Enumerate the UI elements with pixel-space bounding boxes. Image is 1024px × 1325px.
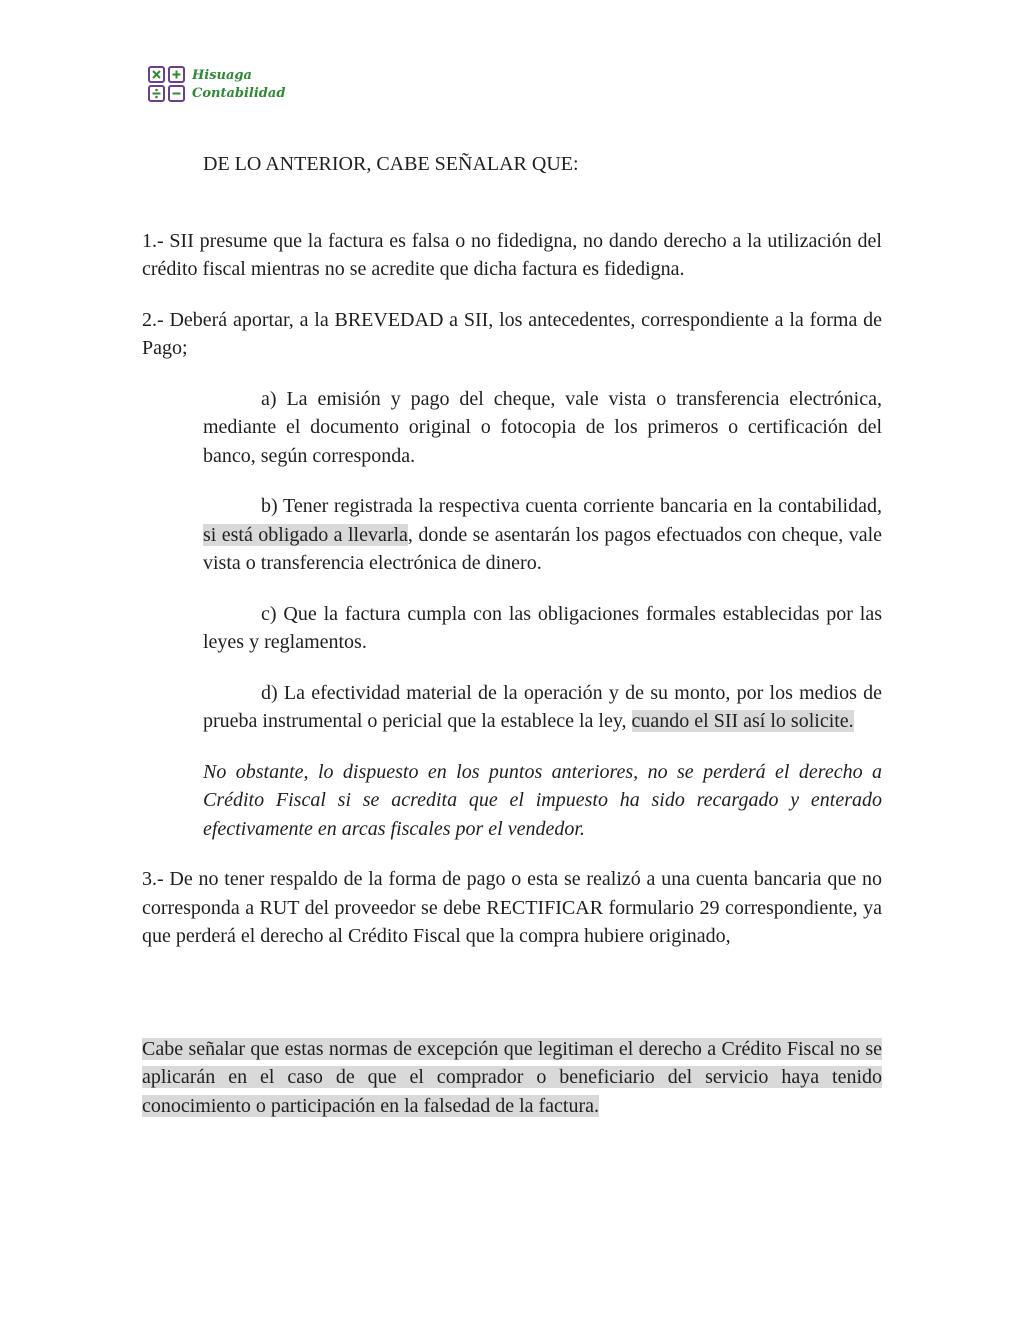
point-1: 1.- SII presume que la factura es falsa o no fidedigna, no dando derecho a la utilización del crédito fiscal mientras no se acredite que dicha factura es fidedigna. [142, 229, 882, 280]
subpoint-b [203, 492, 882, 578]
document-body [142, 150, 882, 1142]
point-2: 2.- Deberá aportar, a la BREVEDAD a SII, los antecedentes, correspondiente a la forma de Pago; [142, 308, 882, 359]
spacer [142, 973, 882, 1035]
logo-line-1: Hisuaga [192, 68, 252, 83]
subpoint-b-text: b) Tener registrada la respectiva cuenta corriente bancaria en la contabilidad, [261, 495, 882, 517]
logo-wordmark [192, 67, 285, 103]
highlighted-text: Cabe señalar que estas normas de excepción que legitiman el derecho a Crédito Fiscal no se aplicarán en el caso de que el comprador o beneficiario del servicio haya tenido conocimiento o participación en la falsedad de la factura. [142, 1037, 882, 1117]
subpoint-d [203, 679, 882, 736]
calculator-icon [148, 66, 186, 102]
section-heading: DE LO ANTERIOR, CABE SEÑALAR QUE: [203, 153, 579, 175]
subpoint-c: c) Que la factura cumpla con las obligaciones formales establecidas por las leyes y reglamentos. [203, 602, 882, 653]
subpoint-d-text: d) La efectividad material de la operación y de su monto, por los medios de prueba instrumental o pericial que la establece la ley, [203, 681, 882, 732]
subpoint-b-text-end: , donde se asentarán los pagos efectuados con cheque, vale vista o transferencia electrónica de dinero. [203, 523, 883, 574]
logo-line-2: Contabilidad [192, 86, 286, 101]
closing-paragraph [142, 1035, 882, 1121]
company-logo [148, 66, 288, 106]
highlighted-text: si está obligado a llevarla [203, 523, 408, 546]
point-3: 3.- De no tener respaldo de la forma de pago o esta se realizó a una cuenta bancaria que no corresponda a RUT del proveedor se debe RECTIFICAR formulario 29 correspondiente, ya que perderá el derecho al Crédito Fiscal que la compra hubiere originado, [142, 868, 882, 947]
subpoint-a: a) La emisión y pago del cheque, vale vista o transferencia electrónica, mediante el documento original o fotocopia de los primeros o certificación del banco, según corresponda. [203, 387, 882, 467]
italic-note: No obstante, lo dispuesto en los puntos anteriores, no se perderá el derecho a Crédito Fiscal si se acredita que el impuesto ha sido recargado y enterado efectivamente en arcas fiscales por el vendedor. [203, 760, 882, 840]
highlighted-text: cuando el SII así lo solicite. [631, 710, 854, 732]
